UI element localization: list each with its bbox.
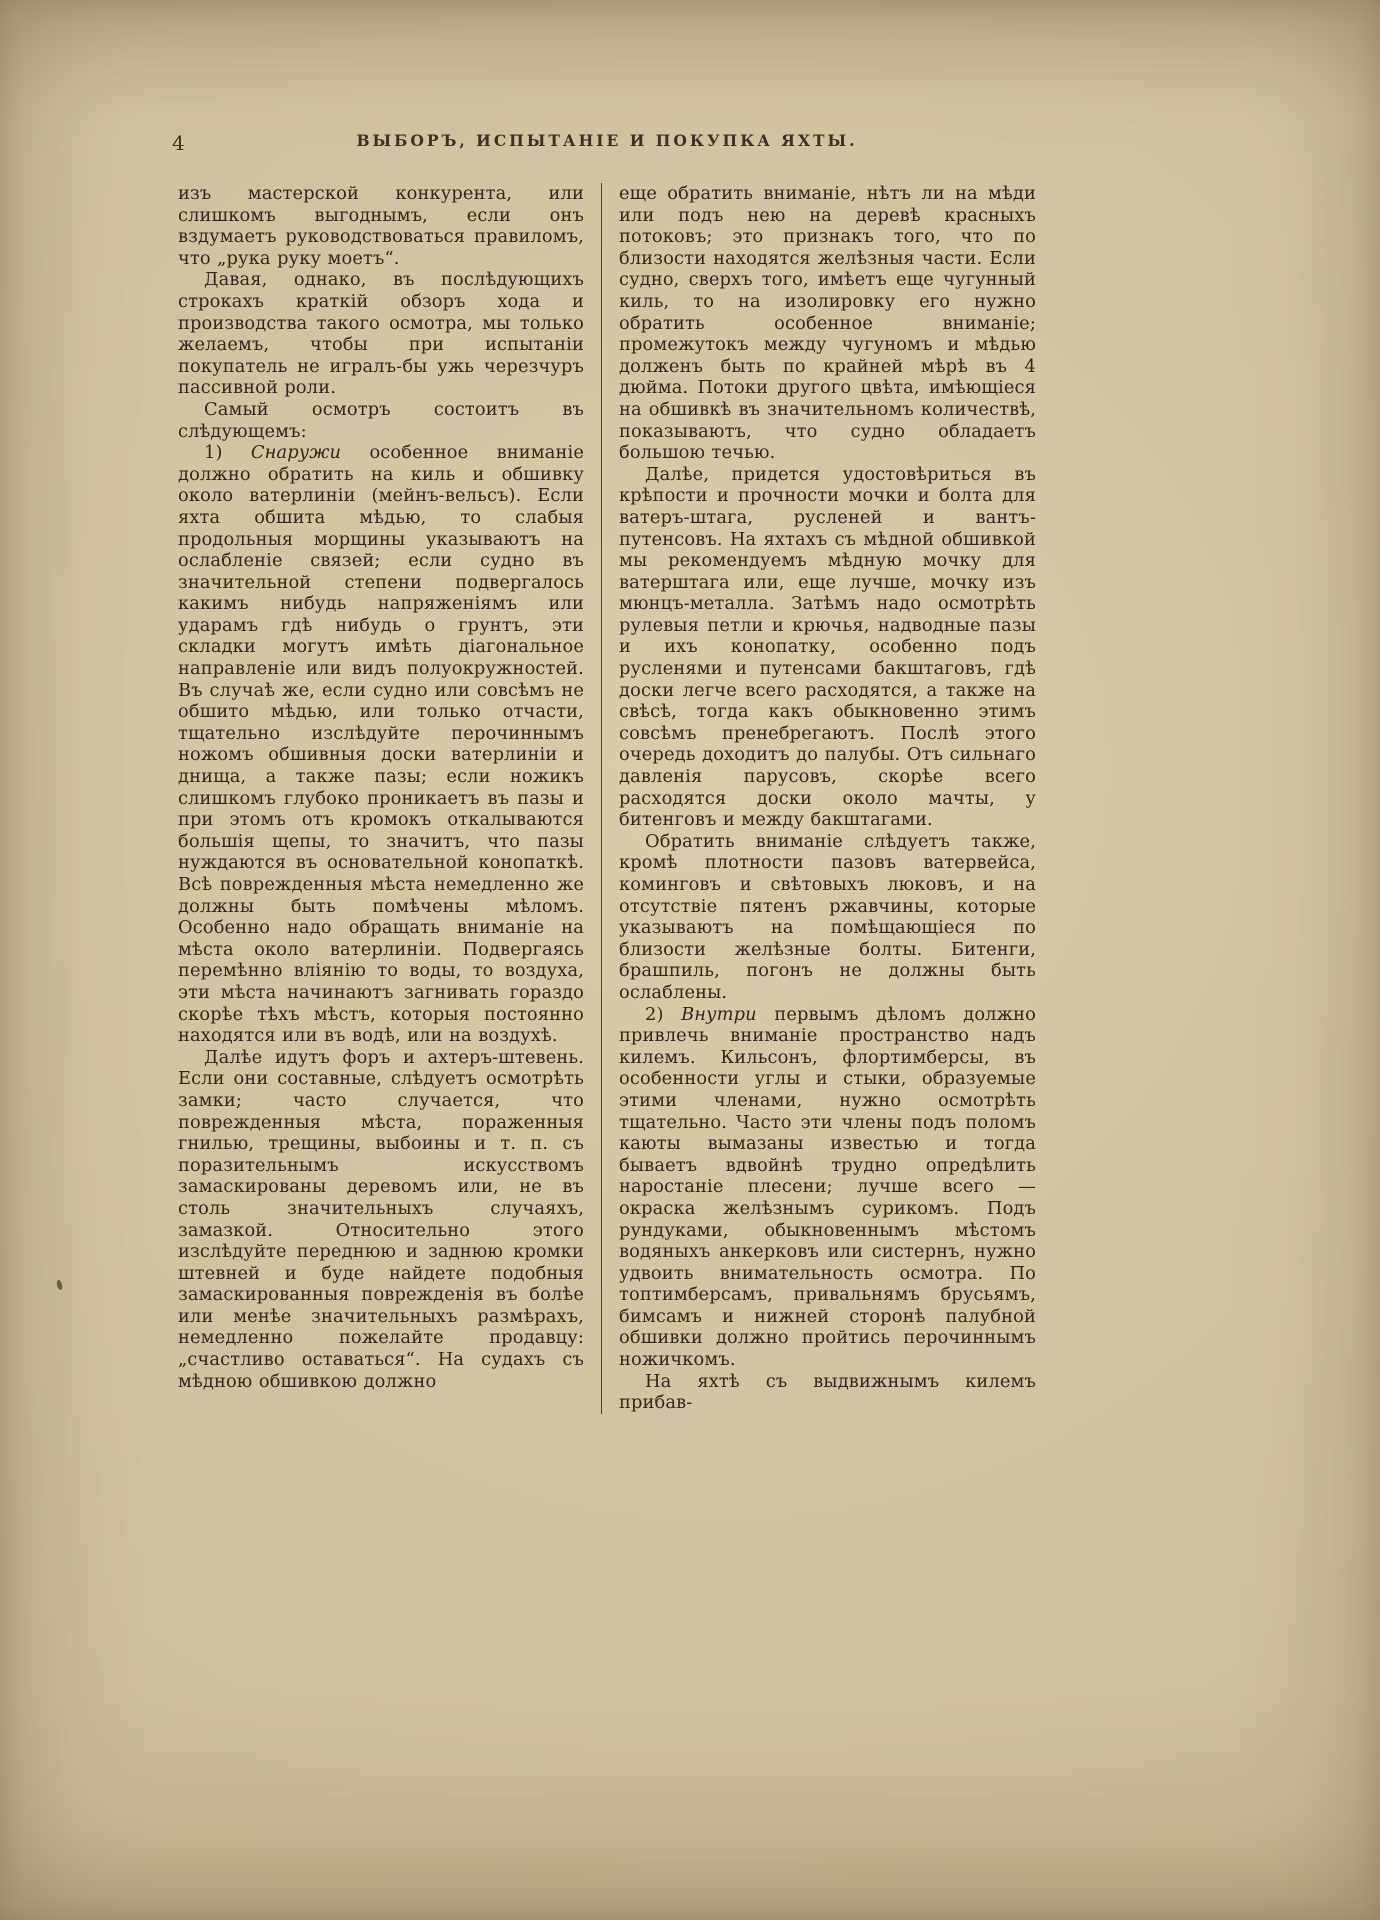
list-number: 1) <box>204 442 251 464</box>
paragraph-numbered <box>178 442 584 1047</box>
paragraph: Далѣе идутъ форъ и ахтеръ-штевень. Если они составные, слѣдуетъ осмотрѣть замки; часто случается, что поврежденныя мѣста, пораженныя гнилью, трещины, выбоины и т. п. съ поразительнымъ искусствомъ замаскированы деревомъ или, не въ столь значительныхъ случаяхъ, замазкой. Относительно этого изслѣдуйте переднюю и заднюю кромки штевней и буде найдете подобныя замаскированныя поврежденія въ болѣе или менѣе значительныхъ размѣрахъ, немедленно пожелайте продавцу: „счастливо оставаться“. На судахъ съ мѣдною обшивкою должно <box>178 1046 584 1392</box>
paragraph: Далѣе, придется удостовѣриться въ крѣпости и прочности мочки и болта для ватеръ-штага, русленей и вантъ-путенсовъ. На яхтахъ съ мѣдной обшивкой мы рекомендуемъ мѣдную мочку для ватерштага или, еще лучше, мочку изъ мюнцъ-металла. Затѣмъ надо осмотрѣть рулевыя петли и крючья, надводные пазы и ихъ конопатку, особенно подъ русленями и путенсами бакштаговъ, гдѣ доски легче всего расходятся, а также на свѣсѣ, тогда какъ обыкновенно этимъ совсѣмъ пренебрегаютъ. Послѣ этого очередь доходитъ до палубы. Отъ сильнаго давленія парусовъ, скорѣе всего расходятся доски около мачты, у битенговъ и между бакштагами. <box>619 463 1036 831</box>
paragraph: Обратить вниманіе слѣдуетъ также, кромѣ плотности пазовъ ватервейса, коминговъ и свѣтовыхъ люковъ, и на отсутствіе пятенъ ржавчины, которые указываютъ на помѣщающіеся по близости желѣзные болты. Битенги, брашпиль, погонъ не должны быть ослаблены. <box>619 830 1036 1003</box>
page-header <box>172 131 1036 155</box>
list-number: 2) <box>645 1003 682 1025</box>
left-column <box>178 183 584 1414</box>
text-columns <box>178 183 1036 1414</box>
paragraph-continuation: изъ мастерской конкурента, или слишкомъ выгоднымъ, если онъ вздумаетъ руководствоваться правиломъ, что „рука руку моетъ“. <box>178 183 584 269</box>
column-divider <box>601 183 602 1414</box>
scan-artifact-speck <box>56 1279 64 1290</box>
paragraph-continuation: еще обратить вниманіе, нѣтъ ли на мѣди или подъ нею на деревѣ красныхъ потоковъ; это признакъ того, что по близости находятся желѣзныя части. Если судно, сверхъ того, имѣетъ еще чугунный киль, то на изолировку его нужно обратить особенное вниманіе; промежутокъ между чугуномъ и мѣдью долженъ быть по крайней мѣрѣ въ 4 дюйма. Потоки другого цвѣта, имѣющіеся на обшивкѣ въ значительномъ количествѣ, показываютъ, что судно обладаетъ большою течью. <box>619 183 1036 464</box>
paragraph-numbered <box>619 1004 1036 1371</box>
page-number: 4 <box>172 131 185 155</box>
running-title: ВЫБОРЪ, ИСПЫТАНІЕ И ПОКУПКА ЯХТЫ. <box>356 131 858 150</box>
italic-term: Внутри <box>681 1003 757 1025</box>
paragraph-text: первымъ дѣломъ должно привлечь вниманіе пространство надъ килемъ. Кильсонъ, флортимберсы, въ особенности углы и стыки, образуемые этими членами, нужно осмотрѣть тщательно. Часто эти члены подъ поломъ каюты вымазаны известью и тогда бываетъ вдвойнѣ трудно опредѣлить наростаніе плесени; лучше всего — окраска желѣзнымъ сурикомъ. Подъ рундуками, обыкновеннымъ мѣстомъ водяныхъ анкерковъ или систернъ, нужно удвоить внимательность осмотра. По топтимберсамъ, привальнямъ брусьямъ, бимсамъ и нижней сторонѣ палубной обшивки должно пройтись перочиннымъ ножичкомъ. <box>619 1003 1036 1371</box>
paragraph: На яхтѣ съ выдвижнымъ килемъ прибав- <box>619 1370 1036 1414</box>
right-column <box>619 183 1036 1414</box>
italic-term: Снаружи <box>250 442 342 464</box>
paragraph: Самый осмотръ состоитъ въ слѣдующемъ: <box>178 398 584 442</box>
paragraph: Давая, однако, въ послѣдующихъ строкахъ краткій обзоръ хода и производства такого осмотра, мы только желаемъ, чтобы при испытаніи покупатель не игралъ-бы ужь черезчуръ пассивной роли. <box>178 269 584 399</box>
paragraph-text: особенное вниманіе должно обратить на киль и обшивку около ватерлиніи (мейнъ-вельсъ). Если яхта обшита мѣдью, то слабыя продольныя морщины указываютъ на ослабленіе связей; если судно въ значительной степени подвергалось какимъ нибудь напряженіямъ или ударамъ гдѣ нибудь о грунтъ, эти складки могутъ имѣть діагональное направленіе или видъ полуокружностей. Въ случаѣ же, если судно или совсѣмъ не обшито мѣдью, или только отчасти, тщательно изслѣдуйте перочиннымъ ножомъ обшивныя доски ватерлиніи и днища, а также пазы; если ножикъ слишкомъ глубоко проникаетъ въ пазы и при этомъ отъ кромокъ откалываются большія щепы, то значитъ, что пазы нуждаются въ основательной конопаткѣ. Всѣ поврежденныя мѣста немедленно же должны быть помѣчены мѣломъ. Особенно надо обращать вниманіе на мѣста около ватерлиніи. Подвергаясь перемѣнно вліянію то воды, то воздуха, эти мѣста начинаютъ загнивать гораздо скорѣе тѣхъ мѣстъ, которыя постоянно находятся или въ водѣ, или на воздухѣ. <box>178 442 584 1047</box>
